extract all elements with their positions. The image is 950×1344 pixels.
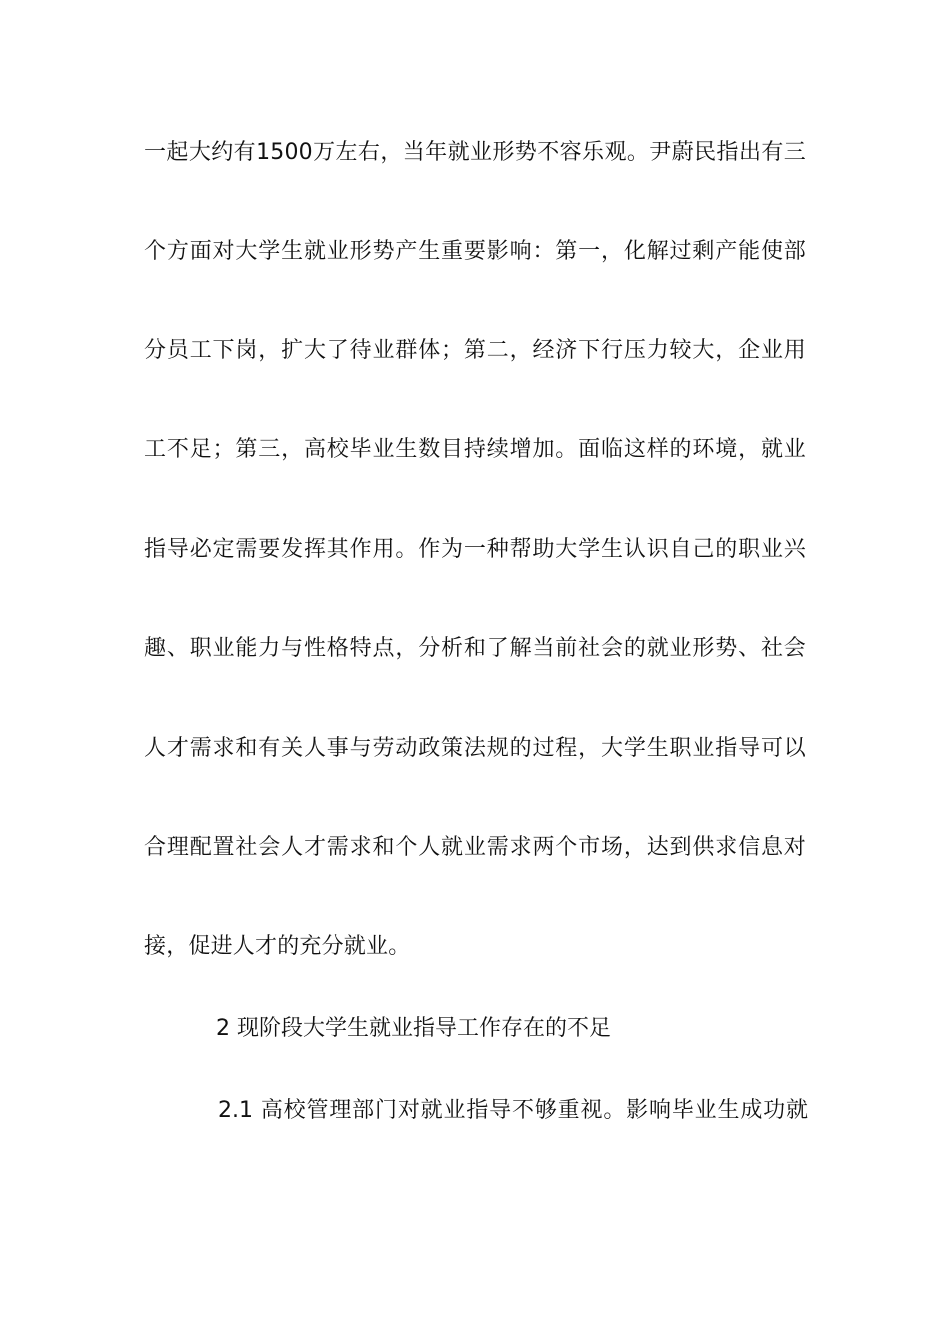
paragraph-line: 人才需求和有关人事与劳动政策法规的过程，大学生职业指导可以 (144, 736, 806, 761)
paragraph-line: 一起大约有1500万左右，当年就业形势不容乐观。尹蔚民指出有三 (144, 140, 806, 165)
subsection-line: 2.1 高校管理部门对就业指导不够重视。影响毕业生成功就 (218, 1098, 808, 1123)
paragraph-line: 分员工下岗，扩大了待业群体；第二，经济下行压力较大，企业用 (144, 338, 806, 363)
paragraph-line: 个方面对大学生就业形势产生重要影响：第一，化解过剩产能使部 (144, 239, 806, 264)
paragraph-line: 工不足；第三，高校毕业生数目持续增加。面临这样的环境，就业 (144, 437, 806, 462)
paragraph-line: 接，促进人才的充分就业。 (144, 934, 411, 959)
paragraph-line: 趣、职业能力与性格特点，分析和了解当前社会的就业形势、社会 (144, 636, 806, 661)
paragraph-line: 合理配置社会人才需求和个人就业需求两个市场，达到供求信息对 (144, 835, 806, 860)
section-heading: 2 现阶段大学生就业指导工作存在的不足 (216, 1016, 611, 1041)
paragraph-line: 指导必定需要发挥其作用。作为一种帮助大学生认识自己的职业兴 (144, 537, 806, 562)
